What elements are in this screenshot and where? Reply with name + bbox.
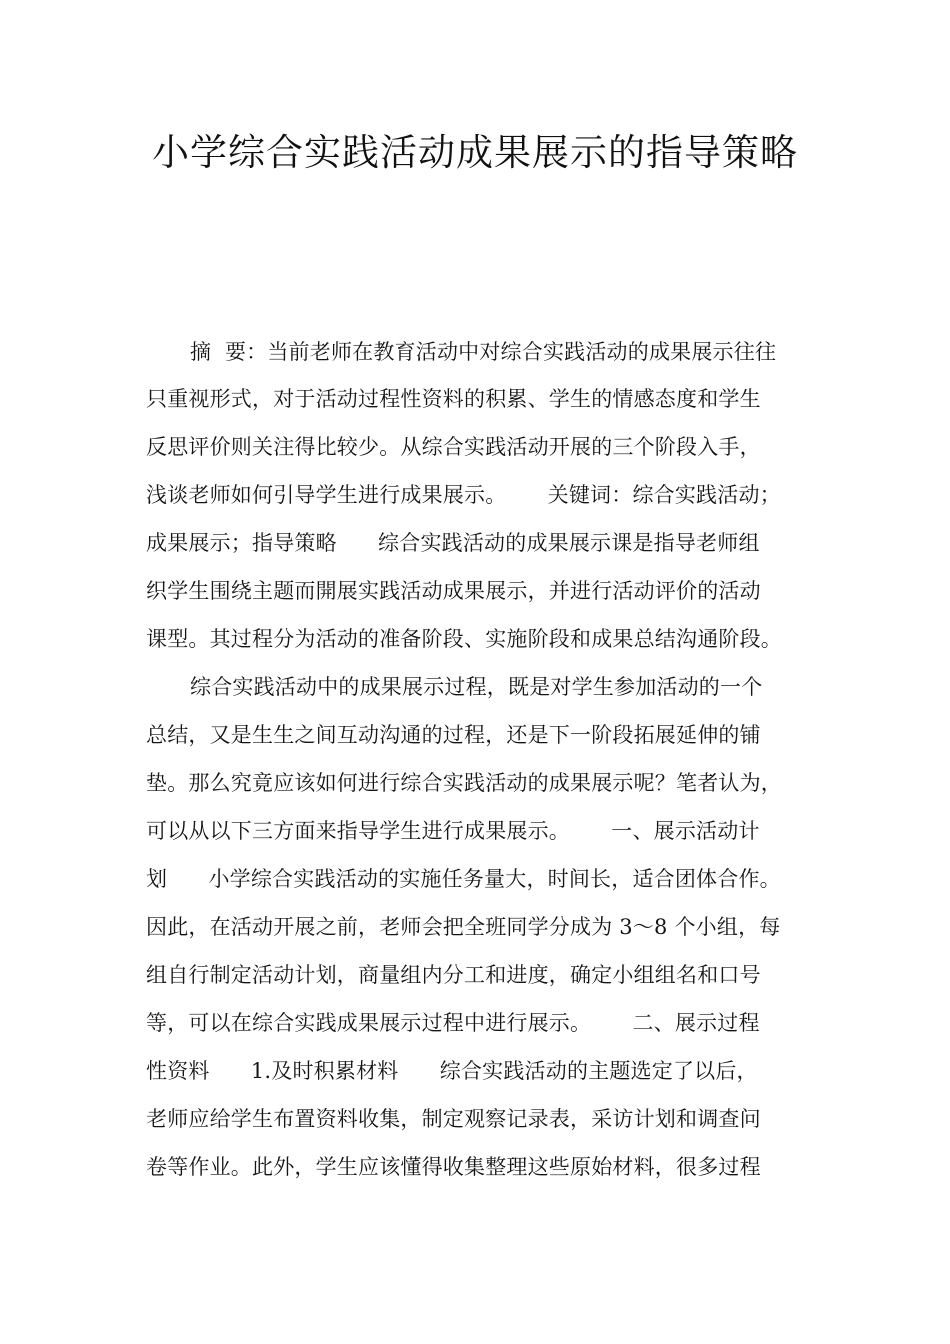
body-line-16: 性资料 1.及时积累材料 综合实践活动的主题选定了以后，	[146, 1059, 758, 1083]
body-line-4: 浅谈老师如何引导学生进行成果展示。 关键词：综合实践活动；	[146, 483, 781, 507]
body-line-9: 总结，又是生生之间互动沟通的过程，还是下一阶段拓展延伸的铺	[146, 723, 761, 747]
body-line-17: 老师应给学生布置资料收集，制定观察记录表，采访计划和调查问	[146, 1107, 761, 1131]
body-line-13: 因此，在活动开展之前，老师会把全班同学分成为 3～8 个小组，每	[146, 915, 781, 939]
body-line-2: 只重视形式，对于活动过程性资料的积累、学生的情感态度和学生	[146, 387, 761, 411]
body-line-6: 织学生围绕主题而開展实践活动成果展示，并进行活动评价的活动	[146, 579, 761, 603]
body-line-14: 组自行制定活动计划，商量组内分工和进度，确定小组组名和口号	[146, 963, 761, 987]
body-line-8: 综合实践活动中的成果展示过程，既是对学生参加活动的一个	[190, 675, 763, 699]
body-line-7: 课型。其过程分为活动的准备阶段、实施阶段和成果总结沟通阶段。	[146, 627, 782, 651]
body-line-15: 等，可以在综合实践成果展示过程中进行展示。 二、展示过程	[146, 1011, 760, 1035]
body-line-10: 垫。那么究竟应该如何进行综合实践活动的成果展示呢？笔者认为，	[146, 771, 782, 795]
body-line-18: 卷等作业。此外，学生应该懂得收集整理这些原始材料，很多过程	[146, 1155, 761, 1179]
body-line-3: 反思评价则关注得比较少。从综合实践活动开展的三个阶段入手，	[146, 435, 761, 459]
body-line-5: 成果展示；指导策略 综合实践活动的成果展示课是指导老师组	[146, 531, 760, 555]
document-title: 小学综合实践活动成果展示的指导策略	[152, 131, 798, 174]
body-line-11: 可以从以下三方面来指导学生进行成果展示。 一、展示活动计	[146, 819, 760, 843]
body-line-1: 摘 要：当前老师在教育活动中对综合实践活动的成果展示往往	[190, 340, 777, 364]
body-line-12: 划 小学综合实践活动的实施任务量大，时间长，适合团体合作。	[146, 867, 781, 891]
